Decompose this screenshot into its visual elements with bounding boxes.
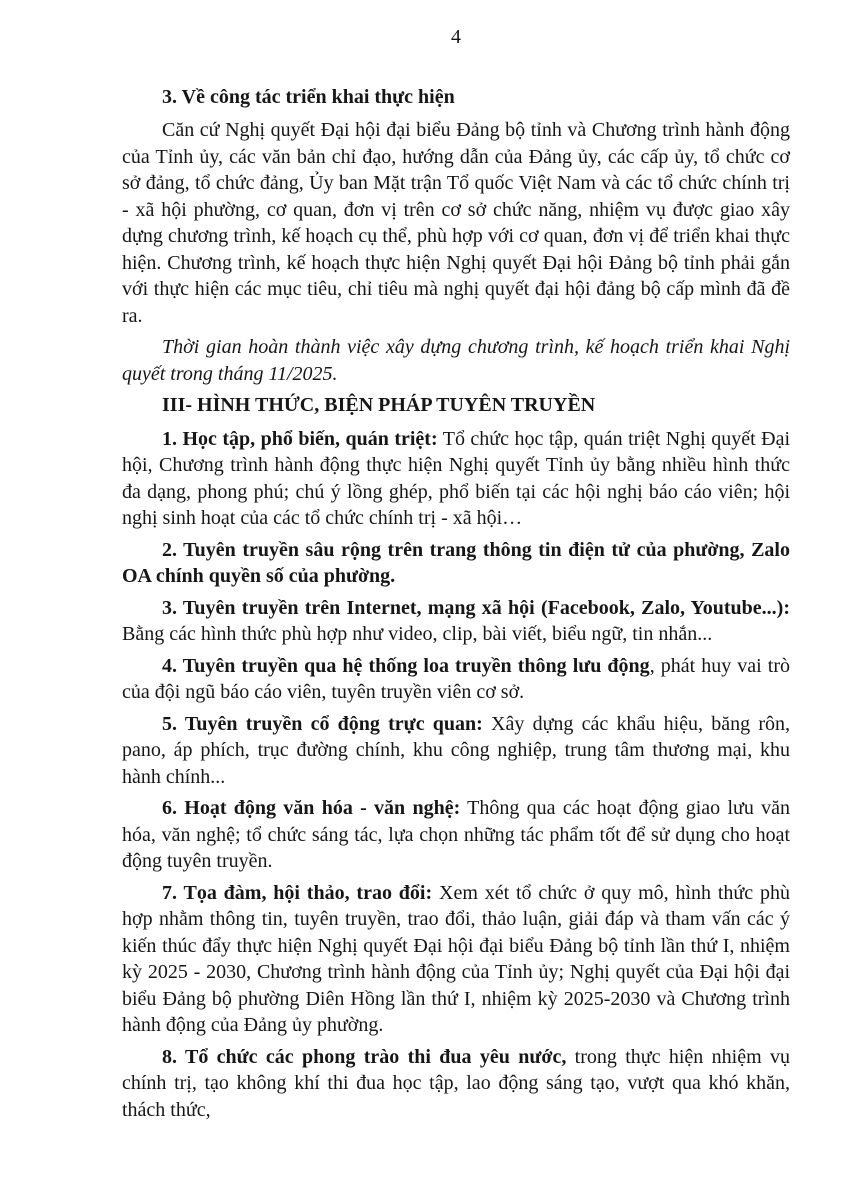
section-heading-3: 3. Về công tác triển khai thực hiện	[162, 85, 455, 108]
page-number: 4	[451, 26, 461, 48]
paragraph-can-cu: Căn cứ Nghị quyết Đại hội đại biểu Đảng bộ tỉnh và Chương trình hành động của Tỉnh ủy, các văn bản chỉ đạo, hướng dẫn của Đảng ủy, các cấp ủy, tổ chức cơ sở đảng, tổ chức đảng, Ủy ban Mặt trận Tổ quốc Việt Nam và các tổ chức chính trị - xã hội phường, cơ quan, đơn vị trên cơ sở chức năng, nhiệm vụ được giao xây dựng chương trình, kế hoạch cụ thể, phù hợp với cơ quan, đơn vị để triển khai thực hiện. Chương trình, kế hoạch thực hiện Nghị quyết Đại hội Đảng bộ tỉnh phải gắn với thực hiện các mục tiêu, chỉ tiêu mà nghị quyết đại hội đảng bộ cấp mình đã đề ra.	[122, 119, 790, 327]
item-8-lead: 8. Tổ chức các phong trào thi đua yêu nước,	[162, 1045, 567, 1068]
item-7-body: Xem xét tổ chức ở quy mô, hình thức phù hợp nhằm thông tin, tuyên truyền, trao đổi, thảo luận, giải đáp và tham vấn các ý kiến thúc đẩy thực hiện Nghị quyết Đại hội đại biểu Đảng bộ tỉnh lần thứ I, nhiệm kỳ 2025 - 2030, Chương trình hành động của Tỉnh ủy; Nghị quyết của Đại hội đại biểu Đảng bộ phường Diên Hồng lần thứ I, nhiệm kỳ 2025-2030 và Chương trình hành động của Đảng ủy phường.	[122, 881, 790, 1036]
item-1-lead: 1. Học tập, phổ biến, quán triệt:	[162, 427, 438, 450]
item-1-body: Tổ chức học tập, quán triệt Nghị quyết Đại hội, Chương trình hành động thực hiện Nghị quyết Tỉnh ủy bằng nhiều hình thức đa dạng, phong phú; chú ý lồng ghép, phổ biến tại các hội nghị báo cáo viên; hội nghị sinh hoạt của các tổ chức chính trị - xã hội…	[122, 427, 790, 529]
list-item-8	[122, 1044, 790, 1124]
item-8-body: trong thực hiện nhiệm vụ chính trị, tạo không khí thi đua học tập, lao động sáng tạo, vượt qua khó khăn, thách thức,	[122, 1045, 790, 1121]
item-5-body: Xây dựng các khẩu hiệu, băng rôn, pano, áp phích, trục đường chính, khu công nghiệp, trung tâm thương mại, khu hành chính...	[122, 712, 791, 788]
item-2-lead: 2. Tuyên truyền sâu rộng trên trang thông tin điện tử của phường, Zalo OA chính quyền số của phường.	[122, 538, 790, 587]
item-4-body: , phát huy vai trò của đội ngũ báo cáo viên, tuyên truyền viên cơ sở.	[122, 654, 790, 703]
list-item-6	[122, 795, 790, 875]
item-7-lead: 7. Tọa đàm, hội thảo, trao đổi:	[162, 881, 433, 904]
list-item-5	[122, 711, 790, 791]
section-heading-iii: III- HÌNH THỨC, BIỆN PHÁP TUYÊN TRUYỀN	[162, 394, 596, 416]
list-item-7	[122, 880, 790, 1039]
list-item-3	[122, 595, 790, 648]
item-3-lead: 3. Tuyên truyền trên Internet, mạng xã hội (Facebook, Zalo, Youtube...):	[162, 596, 790, 619]
item-3-body: Bằng các hình thức phù hợp như video, clip, bài viết, biểu ngữ, tin nhắn...	[122, 623, 713, 645]
item-5-lead: 5. Tuyên truyền cổ động trực quan:	[162, 712, 483, 735]
item-4-lead: 4. Tuyên truyền qua hệ thống loa truyền thông lưu động	[162, 654, 650, 677]
list-item-4	[122, 653, 790, 706]
item-6-body: Thông qua các hoạt động giao lưu văn hóa, văn nghệ; tổ chức sáng tác, lựa chọn những tác phẩm tốt để sử dụng cho hoạt động tuyên truyền.	[122, 797, 790, 872]
paragraph-thoi-gian: Thời gian hoàn thành việc xây dựng chương trình, kế hoạch triển khai Nghị quyết trong tháng 11/2025.	[122, 336, 790, 385]
item-6-lead: 6. Hoạt động văn hóa - văn nghệ:	[162, 797, 461, 819]
list-item-2	[122, 537, 790, 590]
list-item-1	[122, 426, 790, 532]
